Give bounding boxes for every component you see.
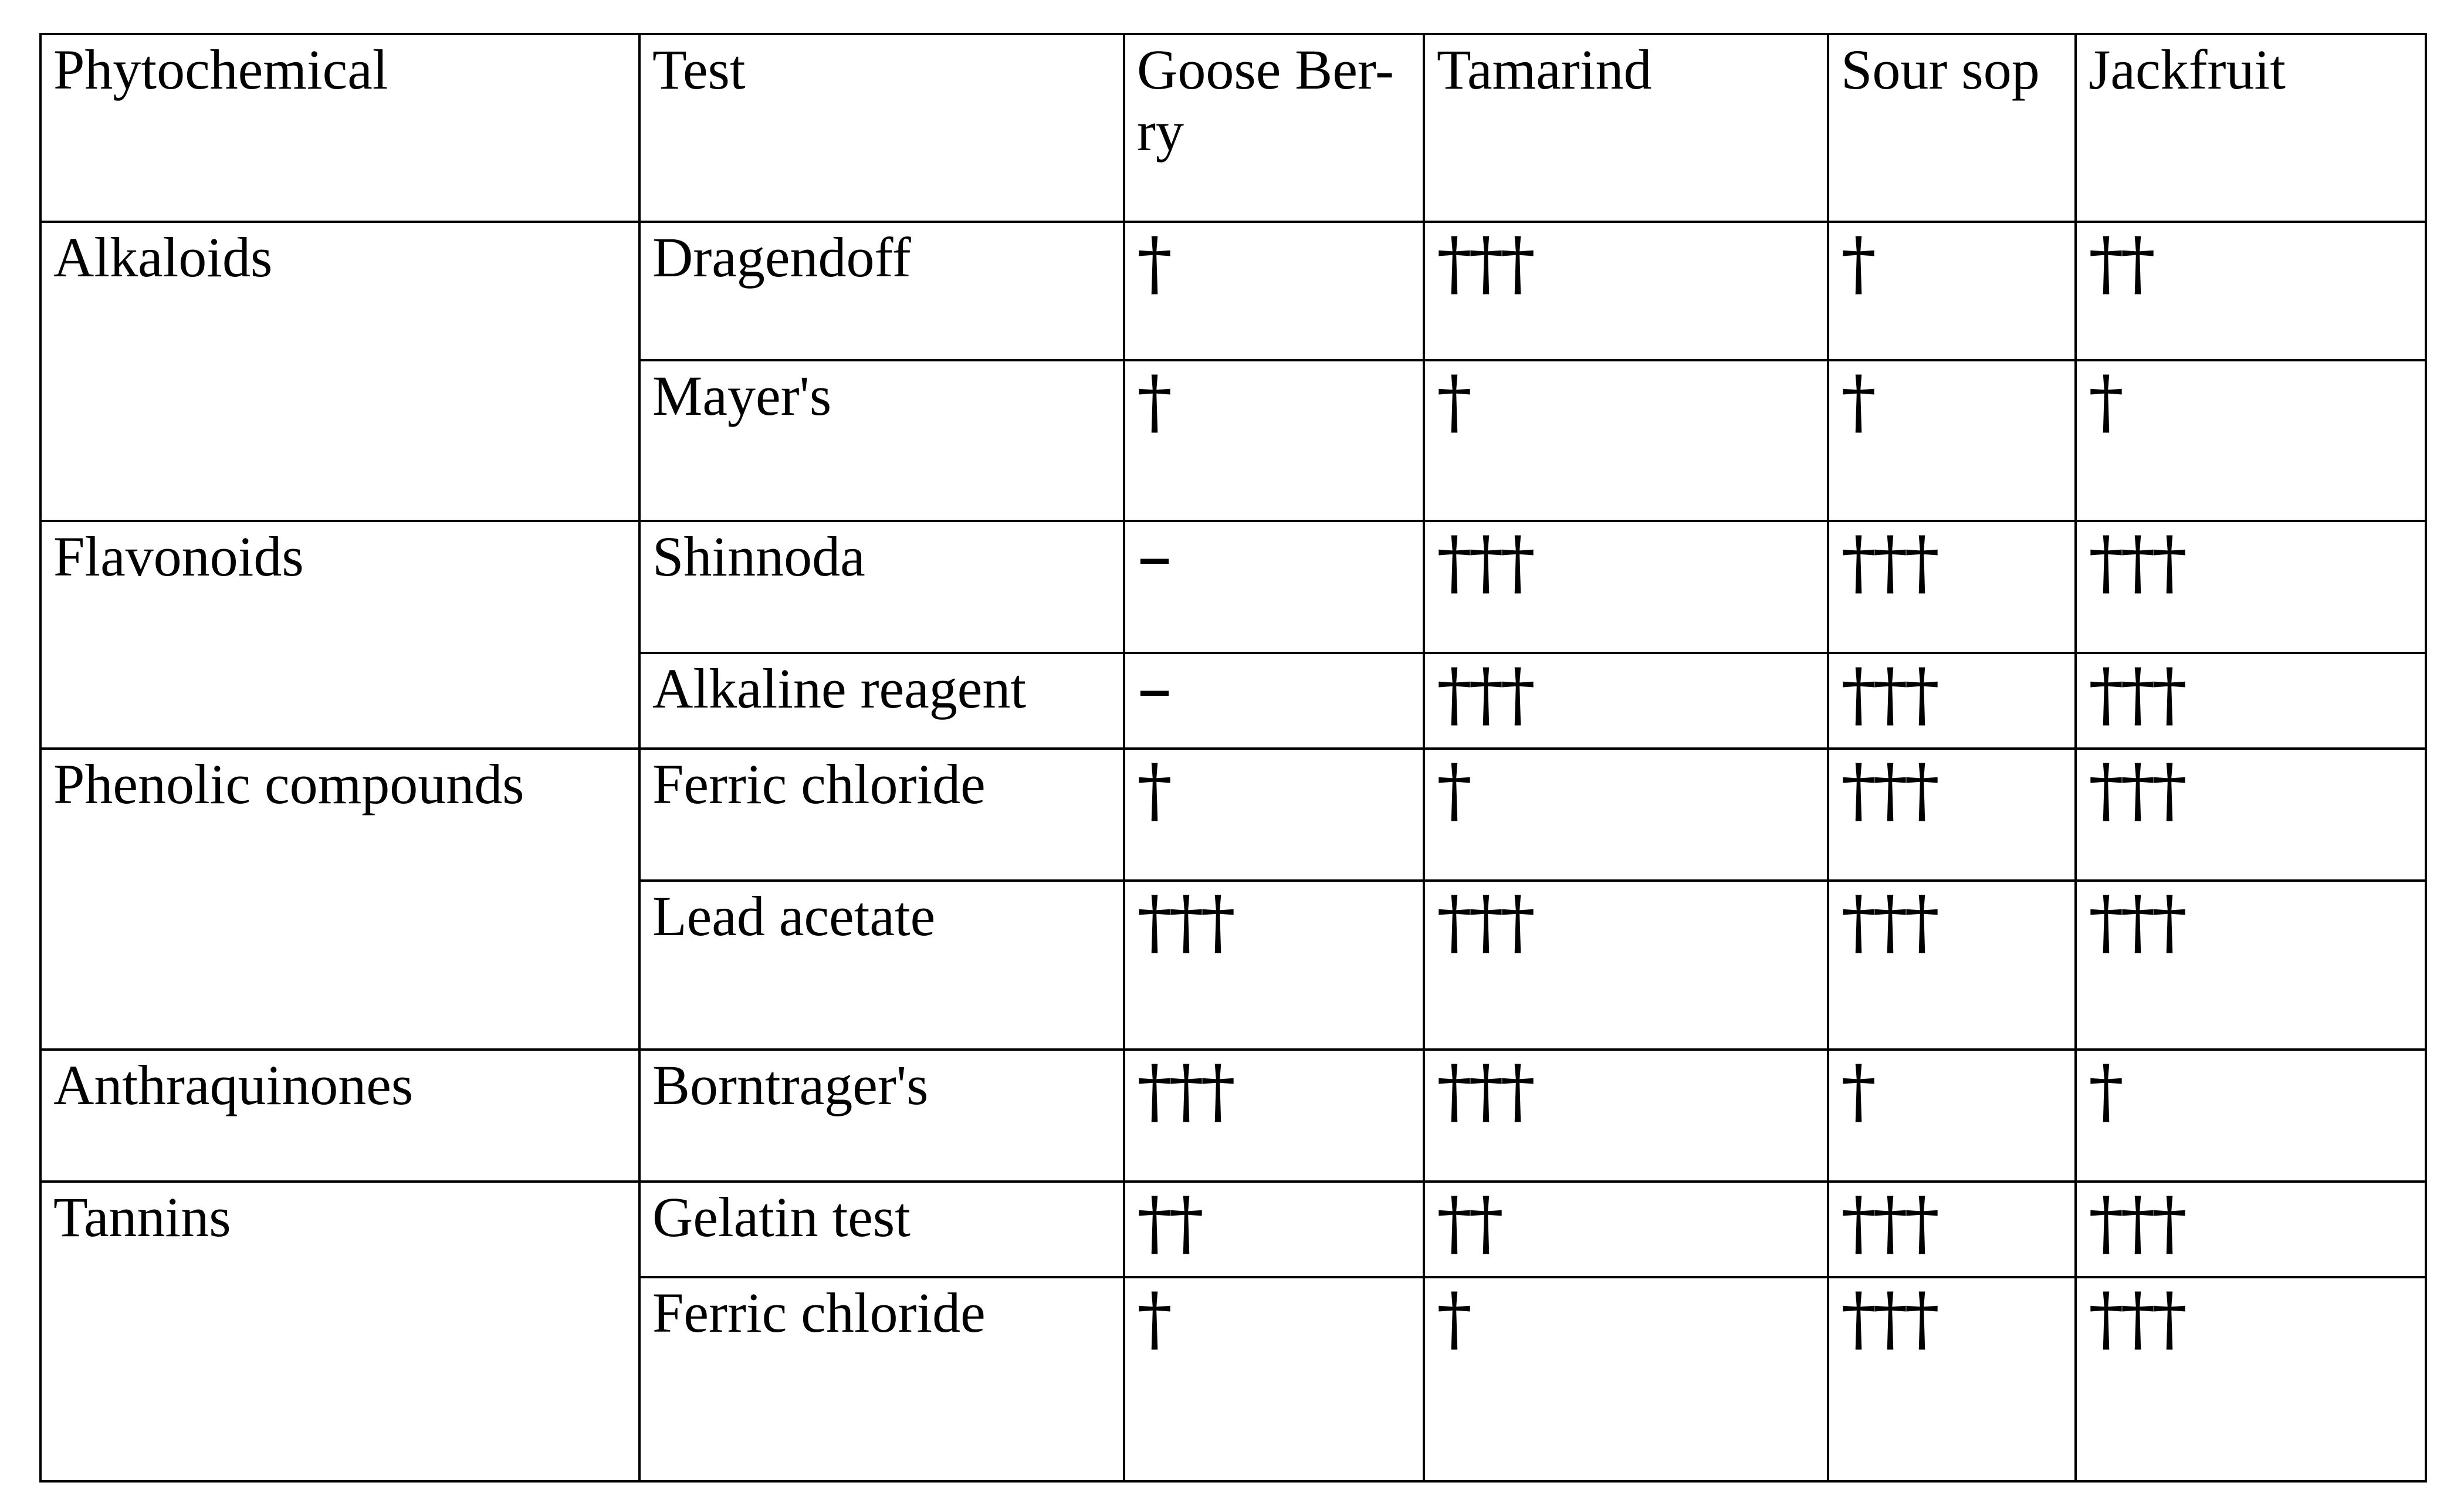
test-cell [639,881,1124,1050]
result-cell [1124,653,1424,749]
result-value: ††† [1437,882,1532,963]
result-value: – [1137,521,1172,598]
header-cell-sour-sop: Sour sop [1828,34,2076,222]
result-value: ††† [2089,522,2184,604]
result-cell [1124,1050,1424,1182]
result-cell [1424,749,1828,881]
test-label: Mayer's [652,364,832,427]
result-cell [2076,653,2426,749]
test-label: Alkaline reagent [652,657,1027,720]
category-cell [40,521,639,749]
result-cell [1828,881,2076,1050]
test-cell [639,222,1124,360]
category-label: Phenolic compounds [53,753,524,815]
test-cell [639,521,1124,653]
result-cell [1828,521,2076,653]
result-value: ††† [1437,522,1532,604]
result-cell [1828,1277,2076,1481]
result-cell [1424,1050,1828,1182]
result-cell [2076,360,2426,521]
result-cell [1828,1182,2076,1277]
result-value: ††† [1841,1278,1936,1360]
test-label: Lead acetate [652,885,936,947]
result-cell [1424,1277,1828,1481]
table-row [40,1182,2426,1277]
category-label: Alkaloids [53,226,273,289]
category-label: Anthraquinones [53,1054,414,1116]
test-cell [639,1050,1124,1182]
result-cell [1424,521,1828,653]
result-value: ††† [1437,223,1532,304]
result-value: † [1841,223,1873,304]
result-value: † [1137,750,1169,831]
test-cell [639,360,1124,521]
test-cell [639,653,1124,749]
header-cell-jackfruit: Jackfruit [2076,34,2426,222]
test-label: Shinnoda [652,525,865,588]
result-value: ††† [2089,882,2184,963]
category-label: Tannins [53,1186,231,1248]
result-value: ††† [1841,882,1936,963]
table-row [40,521,2426,653]
result-cell [2076,1050,2426,1182]
test-cell [639,1182,1124,1277]
category-label: Flavonoids [53,525,304,588]
result-cell [1124,749,1424,881]
header-cell-phytochemical: Phytochemical [40,34,639,222]
result-cell [1124,360,1424,521]
result-value: † [1137,361,1169,443]
result-cell [2076,521,2426,653]
result-cell [2076,881,2426,1050]
result-value: ††† [1437,654,1532,736]
result-value: ††† [1137,1051,1232,1132]
category-cell [40,222,639,521]
header-cell-tamarind: Tamarind [1424,34,1828,222]
test-label: Ferric chloride [652,1281,986,1344]
result-value: †† [2089,223,2152,304]
category-cell [40,1050,639,1182]
result-value: ††† [2089,654,2184,736]
result-cell [1124,521,1424,653]
result-cell [1124,222,1424,360]
test-label: Gelatin test [652,1186,911,1248]
result-cell [1124,1277,1424,1481]
result-cell [1828,653,2076,749]
result-cell [1424,1182,1828,1277]
result-value: † [1841,1051,1873,1132]
result-cell [1124,1182,1424,1277]
result-cell [2076,1182,2426,1277]
result-value: † [1437,750,1468,831]
result-value: †† [1137,1183,1200,1264]
header-row [40,34,2426,222]
table-row [40,222,2426,360]
result-cell [1424,653,1828,749]
header-cell-goose-berry: Goose Ber- ry [1124,34,1424,222]
result-cell [1828,1050,2076,1182]
result-cell [2076,749,2426,881]
result-value: ††† [1841,1183,1936,1264]
result-value: – [1137,653,1172,730]
result-value: † [2089,1051,2120,1132]
result-cell [1424,881,1828,1050]
result-value: ††† [2089,1278,2184,1360]
result-value: † [1841,361,1873,443]
header-cell-test: Test [639,34,1124,222]
result-value: ††† [1841,750,1936,831]
table-row [40,749,2426,881]
result-value: † [1437,1278,1468,1360]
test-label: Dragendoff [652,226,911,289]
result-cell [1828,749,2076,881]
result-cell [1828,222,2076,360]
test-cell [639,1277,1124,1481]
category-cell [40,1182,639,1481]
result-value: † [2089,361,2120,443]
result-value: † [1437,361,1468,443]
category-cell [40,749,639,1050]
test-label: Borntrager's [652,1054,929,1116]
result-value: †† [1437,1183,1500,1264]
result-value: ††† [2089,750,2184,831]
result-cell [2076,222,2426,360]
result-value: † [1137,223,1169,304]
result-value: ††† [1841,654,1936,736]
result-value: † [1137,1278,1169,1360]
result-cell [1424,222,1828,360]
result-value: ††† [1841,522,1936,604]
result-cell [2076,1277,2426,1481]
result-cell [1124,881,1424,1050]
result-cell [1424,360,1828,521]
phytochemical-table [39,33,2427,1483]
test-cell [639,749,1124,881]
test-label: Ferric chloride [652,753,986,815]
result-cell [1828,360,2076,521]
result-value: ††† [1137,882,1232,963]
result-value: ††† [2089,1183,2184,1264]
table-row [40,1050,2426,1182]
result-value: ††† [1437,1051,1532,1132]
